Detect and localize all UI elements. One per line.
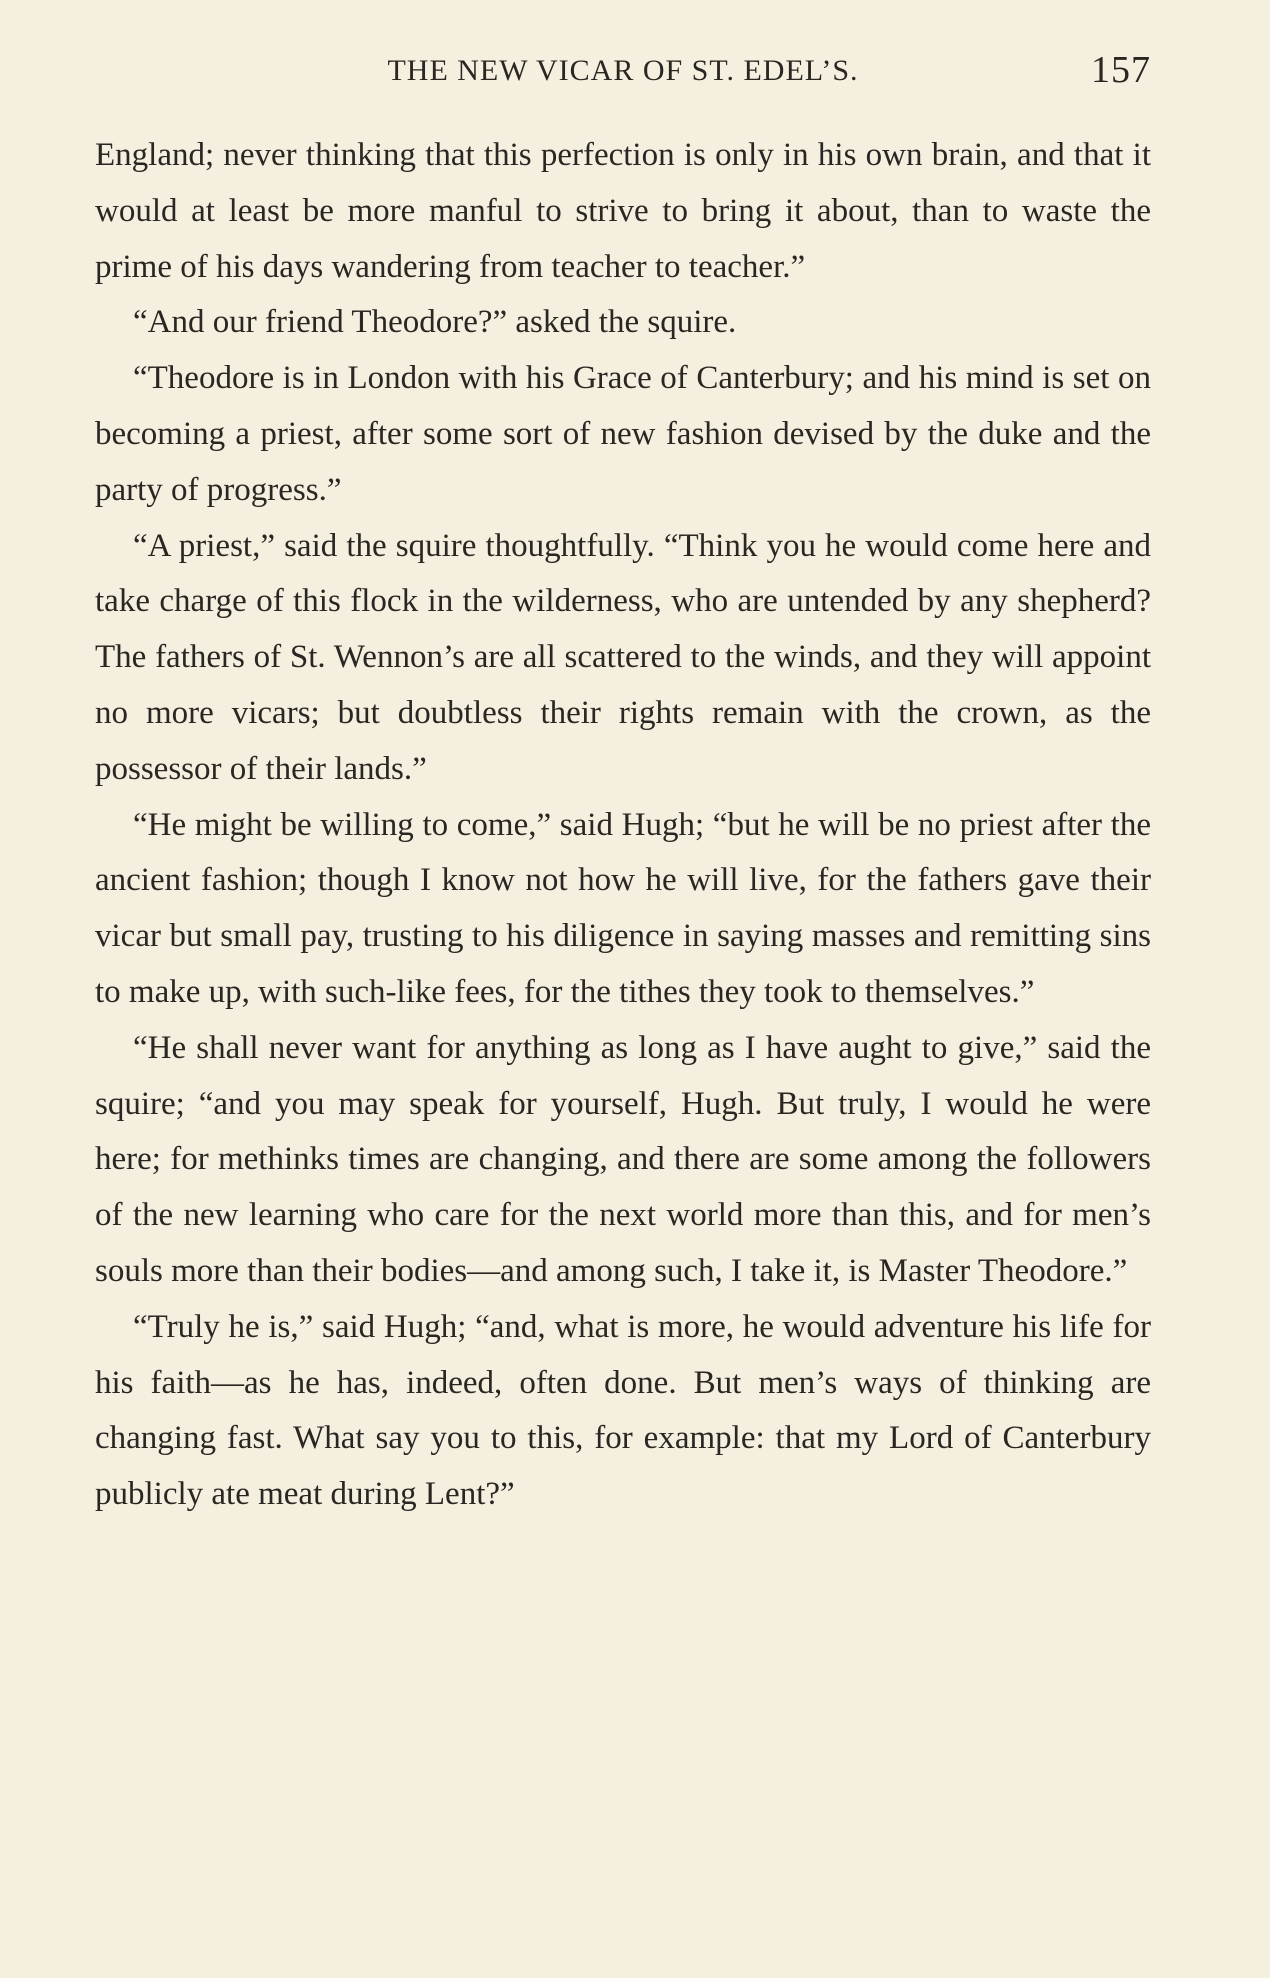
running-title: THE NEW VICAR OF ST. EDEL’S. xyxy=(387,54,859,87)
page-number: 157 xyxy=(1091,49,1151,91)
paragraph: “A priest,” said the squire thoughtfully. “Think you he would come here and take charge of this flock in the wilderness, who are untended by any shepherd? The fathers of St. Wennon’s are all scattered to the winds, and they will appoint no more vicars; but doubtless their rights remain with the crown, as the possessor of their lands.” xyxy=(95,527,1151,787)
paragraph: “He might be willing to come,” said Hugh; “but he will be no priest after the ancient fashion; though I know not how he will live, for the fathers gave their vicar but small pay, trusting to his diligence in saying masses and remitting sins to make up, with such-like fees, for the tithes they took to themselves.” xyxy=(95,806,1151,1010)
paragraph: “He shall never want for anything as long as I have aught to give,” said the squire; “and you may speak for yourself, Hugh. But truly, I would he were here; for methinks times are changing, and there are some among the followers of the new learning who care for the next world more than this, and for men’s souls more than their bodies—and among such, I take it, is Master Theodore.” xyxy=(95,1029,1151,1289)
paragraph-continued: England; never thinking that this perfection is only in his own brain, and that it would at least be more manful to strive to bring it about, than to waste the prime of his days wandering from teacher to teacher.” xyxy=(95,137,1151,285)
running-head xyxy=(95,48,1151,98)
body-text xyxy=(95,128,1151,1523)
paragraph: “And our friend Theodore?” asked the squire. xyxy=(133,304,737,341)
paragraph: “Truly he is,” said Hugh; “and, what is more, he would adventure his life for his faith—as he has, indeed, often done. But men’s ways of thinking are changing fast. What say you to this, for example: that my Lord of Canterbury publicly ate meat during Lent?” xyxy=(95,1308,1151,1513)
paragraph: “Theodore is in London with his Grace of Canterbury; and his mind is set on becoming a priest, after some sort of new fashion devised by the duke and the party of progress.” xyxy=(95,360,1151,508)
